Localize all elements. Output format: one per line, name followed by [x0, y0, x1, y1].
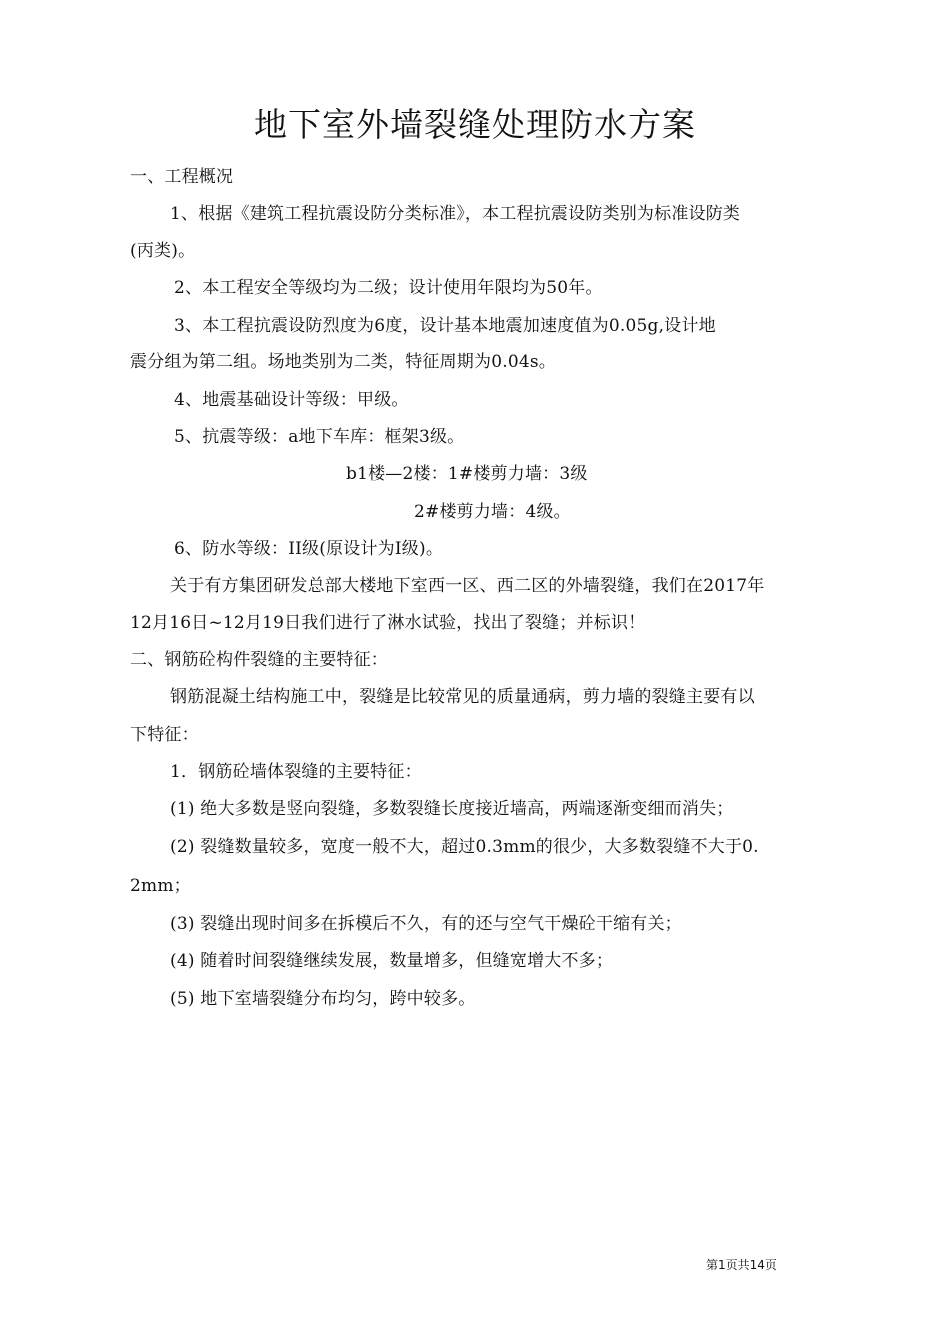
section-heading-crack-features: 二、钢筋砼构件裂缝的主要特征：	[130, 650, 388, 670]
paragraph-line: 4、地震基础设计等级：甲级。	[174, 390, 409, 410]
section-heading-overview: 一、工程概况	[130, 167, 234, 187]
list-item: (2) 裂缝数量较多，宽度一般不大，超过0.3mm的很少，大多数裂缝不大于0.	[170, 837, 759, 857]
list-item: (4) 随着时间裂缝继续发展，数量增多，但缝宽增大不多；	[170, 951, 614, 971]
page-number: 第1页共14页	[706, 1258, 777, 1272]
paragraph-line: 6、防水等级：II级(原设计为I级)。	[174, 539, 444, 559]
paragraph-line: 震分组为第二组。场地类别为二类，特征周期为0.04s。	[130, 352, 556, 372]
paragraph-line: 3、本工程抗震设防烈度为6度，设计基本地震加速度值为0.05g,设计地	[174, 316, 716, 336]
paragraph-line: 关于有方集团研发总部大楼地下室西一区、西二区的外墙裂缝，我们在2017年	[170, 576, 765, 596]
document-title: 地下室外墙裂缝处理防水方案	[254, 105, 696, 144]
list-item-continuation: 2mm；	[130, 876, 191, 896]
paragraph-line: (丙类)。	[130, 241, 196, 261]
list-item: (3) 裂缝出现时间多在拆模后不久，有的还与空气干燥砼干缩有关；	[170, 914, 682, 934]
paragraph-line: b1楼—2楼：1#楼剪力墙：3级	[346, 464, 588, 484]
paragraph-line: 2、本工程安全等级均为二级；设计使用年限均为50年。	[174, 278, 603, 298]
paragraph-line: 12月16日~12月19日我们进行了淋水试验，找出了裂缝；并标识！	[130, 613, 646, 633]
list-item: (5) 地下室墙裂缝分布均匀，跨中较多。	[170, 989, 476, 1009]
list-item: (1) 绝大多数是竖向裂缝，多数裂缝长度接近墙高，两端逐渐变细而消失；	[170, 799, 734, 819]
subsection-heading: 1．钢筋砼墙体裂缝的主要特征：	[170, 762, 422, 782]
paragraph-line: 5、抗震等级：a地下车库：框架3级。	[174, 427, 465, 447]
paragraph-line: 2#楼剪力墙：4级。	[414, 502, 571, 522]
paragraph-line: 下特征：	[130, 725, 199, 745]
paragraph-line: 钢筋混凝土结构施工中，裂缝是比较常见的质量通病，剪力墙的裂缝主要有以	[170, 687, 755, 707]
paragraph-line: 1、根据《建筑工程抗震设防分类标准》，本工程抗震设防类别为标准设防类	[170, 204, 741, 224]
